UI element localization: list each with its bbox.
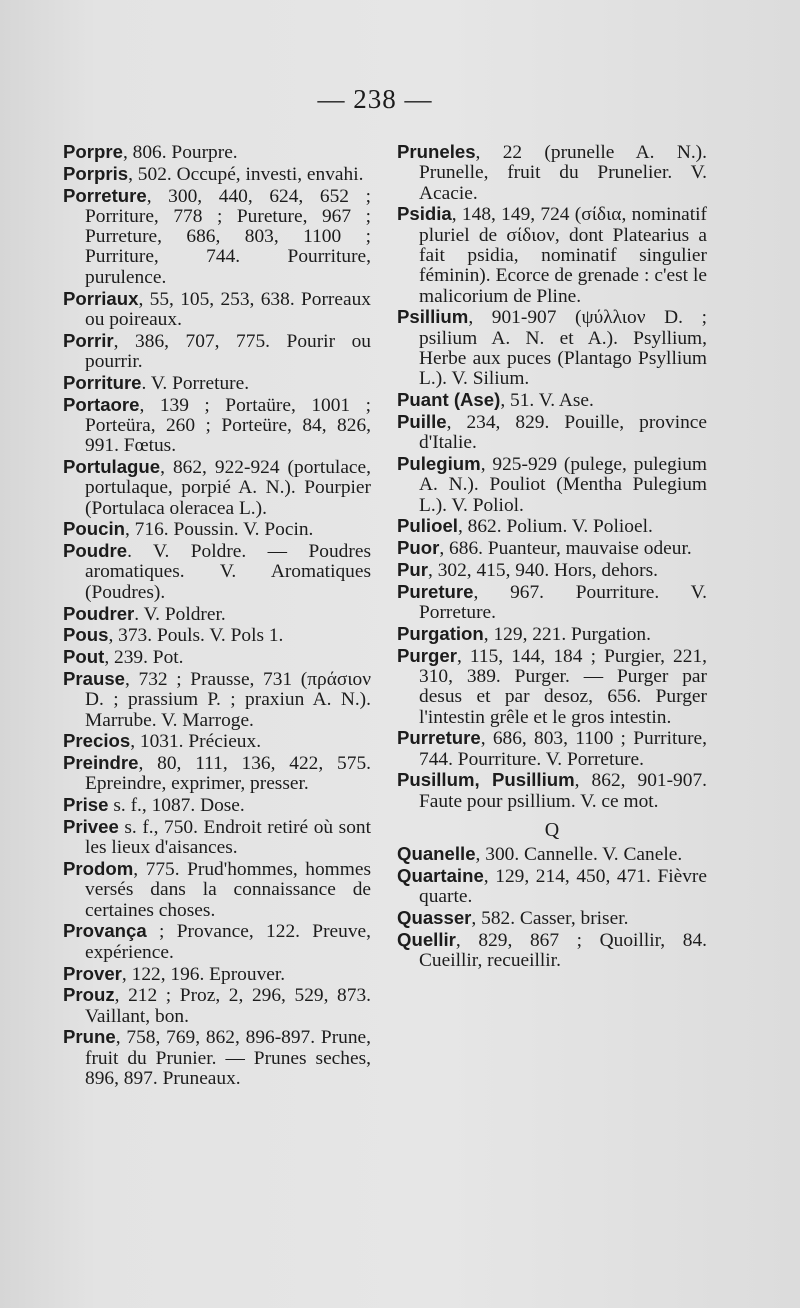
entry-headword: Poudre (63, 540, 128, 562)
entry-headword: Porriture (63, 371, 142, 393)
entry-definition: , 862. Polium. V. Polioel. (457, 516, 653, 538)
entry-headword: Pous (63, 624, 109, 646)
entry-headword: Prodom (63, 858, 134, 880)
entry-headword: Prise (63, 794, 109, 816)
entry-provanca (63, 921, 371, 963)
entry-definition: , 862, 922-924 (portulace, portulaque, porpié A. N.). Pourpier (Portulaca oleracea L.). (85, 456, 371, 519)
entry-headword: Pulioel (397, 515, 458, 537)
entry-pout (63, 647, 371, 668)
entry-headword: Pur (397, 558, 428, 580)
entry-definition: , 80, 111, 136, 422, 575. Epreindre, exprimer, presser. (85, 753, 371, 795)
entry-headword: Prover (63, 962, 122, 984)
entry-definition: , 302, 415, 940. Hors, dehors. (428, 559, 658, 581)
entry-headword: Porpre (63, 141, 123, 162)
entry-poudrer (63, 604, 371, 625)
entry-preindre (63, 753, 371, 795)
page-number: — 238 — (317, 84, 433, 114)
entry-definition: , 300, 440, 624, 652 ; Porriture, 778 ; Pureture, 967 ; Purreture, 686, 803, 1100 ; Purriture, 744. Pourriture, purulence. (85, 185, 371, 288)
entry-headword: Quellir (397, 928, 456, 950)
entry-definition: , 122, 196. Eprouver. (121, 963, 286, 985)
entry-headword: Poucin (63, 518, 125, 540)
entry-headword: Puor (397, 537, 440, 559)
entry-headword: Quasser (397, 907, 472, 929)
entry-headword: Pout (63, 646, 105, 668)
entry-definition: , 829, 867 ; Quoillir, 84. Cueillir, recueillir. (419, 929, 707, 972)
entry-prover (63, 964, 371, 985)
entry-definition: , 129, 221. Purgation. (483, 623, 651, 645)
entry-definition: s. f., 750. Endroit retiré où sont les lieux d'aisances. (85, 817, 371, 859)
entry-definition: , 22 (prunelle A. N.). Prunelle, fruit du Prunelier. V. Acacie. (419, 142, 707, 204)
entry-definition: , 686. Puanteur, mauvaise odeur. (439, 538, 692, 560)
entry-purgation (397, 624, 707, 645)
entry-prune (63, 1027, 371, 1089)
entry-definition: , 51. V. Ase. (500, 390, 594, 412)
right-column (397, 142, 707, 972)
entry-portaore (63, 395, 371, 457)
entry-definition: , 758, 769, 862, 896-897. Prune, fruit du Prunier. — Prunes seches, 896, 897. Pruneaux. (85, 1027, 371, 1090)
entry-poudre (63, 541, 371, 603)
entry-definition: , 373. Pouls. V. Pols 1. (108, 625, 284, 647)
entry-definition: . V. Poldrer. (134, 603, 226, 625)
entry-purger (397, 646, 707, 728)
entry-definition: s. f., 1087. Dose. (108, 795, 245, 817)
entry-pusillum (397, 770, 707, 812)
entry-headword: Poudrer (63, 602, 135, 624)
entry-definition: , 862, 901-907. Faute pour psillium. V. ce mot. (419, 770, 707, 812)
entry-porrir (63, 331, 371, 373)
entry-headword: Porpris (63, 162, 129, 184)
entry-definition: , 967. Pourriture. V. Porreture. (419, 581, 707, 624)
entry-quasser (397, 908, 707, 929)
entry-definition: , 115, 144, 184 ; Purgier, 221, 310, 389. Purger. — Purger par desus et par desoz, 656. Purger l'intestin grêle et le gros intestin. (419, 645, 707, 728)
entry-quanelle (397, 844, 707, 865)
entry-headword: Purreture (397, 727, 481, 749)
entry-pur (397, 560, 707, 581)
entry-headword: Quanelle (397, 843, 476, 865)
entry-prodom (63, 859, 371, 921)
entry-definition: , 1031. Précieux. (130, 731, 262, 753)
entry-headword: Puille (397, 410, 447, 432)
entry-definition: , 716. Poussin. V. Pocin. (124, 519, 314, 541)
entry-headword: Prouz (63, 984, 115, 1006)
entry-headword: Pruneles (397, 141, 476, 162)
entry-headword: Privee (63, 816, 119, 837)
entry-definition: , 386, 707, 775. Pourir ou pourrir. (85, 330, 371, 372)
entry-prouz (63, 985, 371, 1027)
entry-prause (63, 669, 371, 731)
entry-definition: , 901-907 (ψύλλιον D. ; psilium A. N. et A.). Psyllium, Herbe aux puces (Plantago Psyllium L.). V. Silium. (419, 307, 707, 390)
entry-puille (397, 412, 707, 454)
entry-definition: , 139 ; Portaüre, 1001 ; Porteüra, 260 ; Porteüre, 84, 826, 991. Fœtus. (85, 394, 371, 457)
entry-headword: Puant (Ase) (397, 389, 501, 411)
entry-definition: , 686, 803, 1100 ; Purriture, 744. Pourriture. V. Porreture. (419, 728, 707, 770)
entry-prise (63, 795, 371, 816)
entry-pulegium (397, 454, 707, 516)
entry-headword: Portaore (63, 393, 140, 415)
entry-definition: ; Provance, 122. Preuve, expérience. (85, 921, 371, 963)
left-column (63, 142, 371, 1090)
entry-definition: , 234, 829. Pouille, province d'Italie. (419, 411, 707, 454)
entry-definition: . V. Porreture. (141, 372, 250, 394)
entry-purreture (397, 728, 707, 770)
entry-privee (63, 817, 371, 859)
entry-pulioel (397, 516, 707, 537)
entry-headword: Precios (63, 730, 131, 752)
entry-definition: , 502. Occupé, investi, envahi. (128, 163, 364, 185)
entry-definition: , 148, 149, 724 (σίδια, nominatif pluriel de σίδιον, dont Platearius a fait psidia, nominatif singulier féminin). Ecorce de grenade : c'est le malicorium de Pline. (419, 204, 707, 307)
entry-headword: Provança (63, 920, 147, 942)
entry-puor (397, 538, 707, 559)
entry-porpris (63, 164, 371, 185)
entry-definition: , 806. Pourpre. (122, 142, 238, 163)
entry-definition: , 732 ; Prausse, 731 (πράσιον D. ; prassium P. ; praxiun A. N.). Marrube. V. Marroge. (85, 668, 371, 731)
entry-pruneles (397, 142, 707, 204)
entry-headword: Porreture (63, 184, 147, 206)
entry-porpre (63, 142, 371, 163)
entry-headword: Purger (397, 644, 457, 666)
entry-headword: Pusillum, Pusillium (397, 769, 575, 791)
entry-headword: Porrir (63, 329, 114, 351)
entry-headword: Pureture (397, 580, 474, 602)
entry-portulague (63, 457, 371, 519)
entry-definition: , 129, 214, 450, 471. Fièvre quarte. (419, 866, 707, 908)
entry-definition: . V. Poldre. — Poudres aromatiques. V. Aromatiques (Poudres). (85, 541, 371, 603)
entry-pous (63, 625, 371, 646)
entry-headword: Purgation (397, 622, 484, 644)
entry-headword: Quartaine (397, 865, 484, 887)
entry-porriture (63, 373, 371, 394)
entry-definition: , 582. Casser, briser. (471, 908, 629, 930)
entry-headword: Psillium (397, 306, 469, 328)
entry-headword: Psidia (397, 203, 452, 225)
entry-poucin (63, 519, 371, 540)
entry-headword: Prune (63, 1026, 116, 1048)
entry-headword: Pulegium (397, 452, 481, 474)
entry-definition: , 55, 105, 253, 638. Porreaux ou poireaux. (85, 288, 371, 330)
entry-psidia (397, 204, 707, 306)
entry-definition: , 775. Prud'hommes, hommes versés dans la connaissance de certaines choses. (85, 859, 371, 921)
entry-puant (397, 390, 707, 411)
entry-quartaine (397, 866, 707, 908)
section-letter: Q (544, 819, 560, 841)
entry-porriaux (63, 289, 371, 331)
entry-definition: , 212 ; Proz, 2, 296, 529, 873. Vaillant, bon. (85, 985, 371, 1027)
entry-quellir (397, 930, 707, 972)
entry-porreture (63, 186, 371, 288)
entry-definition: , 300. Cannelle. V. Canele. (475, 844, 683, 866)
entry-headword: Portulague (63, 455, 161, 477)
entry-definition: , 239. Pot. (104, 647, 184, 669)
entry-headword: Preindre (63, 752, 139, 774)
entry-headword: Prause (63, 667, 126, 689)
entry-headword: Porriaux (63, 287, 139, 309)
entry-psillium (397, 307, 707, 389)
entry-definition: , 925-929 (pulege, pulegium A. N.). Pouliot (Mentha Pulegium L.). V. Poliol. (419, 453, 707, 516)
entry-pureture (397, 582, 707, 624)
entry-precios (63, 731, 371, 752)
